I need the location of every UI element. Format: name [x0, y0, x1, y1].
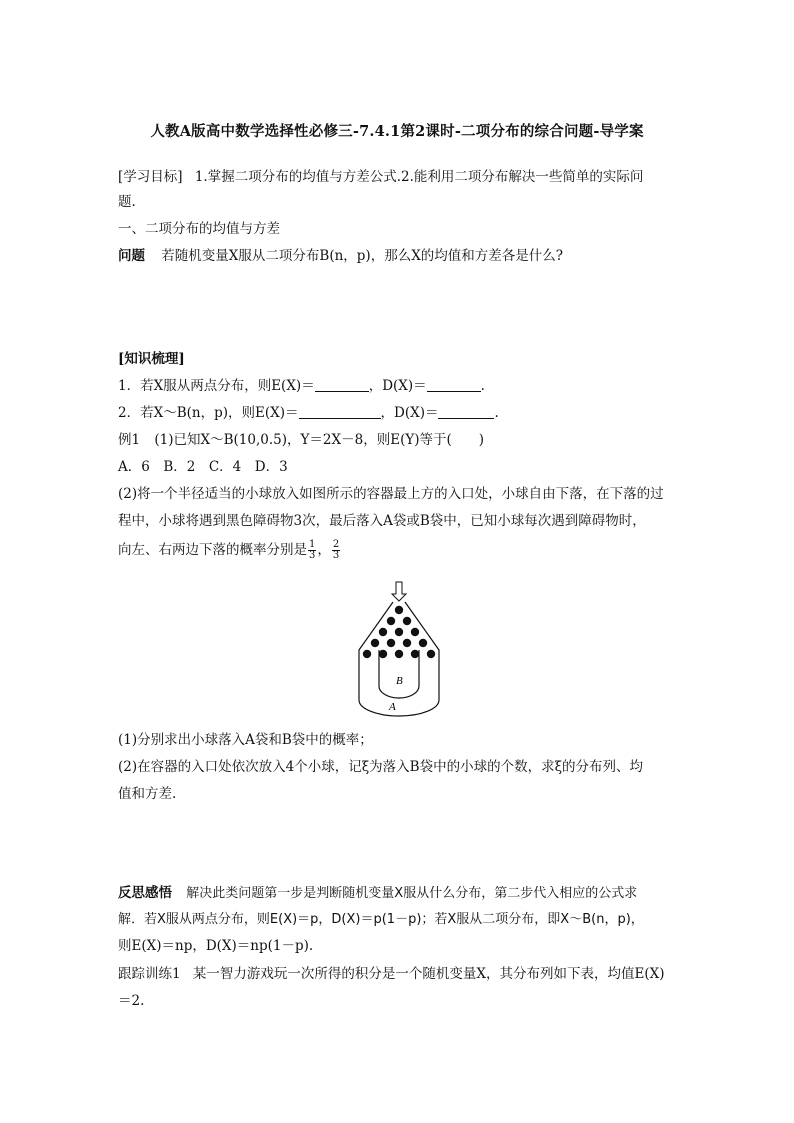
item2-pre: 2．若X～B(n，p)，则E(X)＝: [118, 405, 299, 421]
example1-options: A．6 B．2 C．4 D．3: [118, 459, 288, 475]
fraction-two-thirds: $\frac{2}{3}$: [332, 539, 340, 561]
example1-label: 例1: [118, 432, 141, 448]
answer-blank-4[interactable]: [438, 404, 494, 419]
item2-end: .: [494, 405, 499, 421]
question-text: 若随机变量X服从二项分布B(n，p)，那么X的均值和方差各是什么?: [161, 248, 564, 264]
example1-part1: [118, 431, 688, 449]
obstacle-dot: [411, 650, 419, 658]
learning-goals-label: [学习目标]: [118, 169, 183, 185]
obstacle-dot: [403, 617, 411, 625]
obstacle-dot: [395, 606, 403, 614]
training1-text-1: 某一智力游戏玩一次所得的积分是一个随机变量X，其分布列如下表，均值E(X): [192, 966, 665, 982]
answer-blank-2[interactable]: [427, 377, 481, 392]
example1-part2-line3: [118, 540, 688, 561]
obstacle-dot: [419, 639, 427, 647]
label-bag-b: B: [396, 675, 403, 687]
obstacle-dot: [371, 639, 379, 647]
container-diagram: [355, 580, 455, 720]
example1-part2-line1: (2)将一个半径适当的小球放入如图所示的容器最上方的入口处，小球自由下落，在下落的过: [118, 486, 664, 502]
part2-line3-text: 向左、右两边下落的概率分别是: [118, 542, 307, 558]
obstacle-dot: [387, 617, 395, 625]
example1-part2-line2: 程中，小球将遇到黑色障碍物3次，最后落入A袋或B袋中，已知小球每次遇到障碍物时，: [118, 513, 646, 529]
question-line: [118, 247, 688, 265]
label-bag-a: A: [389, 701, 396, 713]
reflection-text-1: 解决此类问题第一步是判断随机变量X服从什么分布，第二步代入相应的公式求: [186, 886, 638, 901]
example1-sub2-line2: 值和方差.: [118, 786, 177, 802]
training1-line1: [118, 965, 688, 983]
obstacle-dot: [427, 650, 435, 658]
answer-blank-3[interactable]: [299, 404, 381, 419]
training1-line2: ＝2.: [118, 993, 145, 1009]
obstacle-dot: [387, 639, 395, 647]
example1-sub1: (1)分别求出小球落入A袋和B袋中的概率；: [118, 732, 373, 748]
reflection-label: 反思感悟: [118, 885, 172, 901]
reflection-line3: 则E(X)＝np，D(X)＝np(1－p).: [118, 938, 314, 954]
fraction-separator: ，: [317, 542, 331, 558]
obstacle-dot: [395, 650, 403, 658]
black-obstacles: [363, 606, 435, 658]
learning-goals-text: 1.掌握二项分布的均值与方差公式.2.能利用二项分布解决一些简单的实际问: [194, 169, 644, 185]
reflection-line2: 解．若X服从两点分布，则E(X)＝p，D(X)＝p(1－p)；若X服从二项分布，即X～B(n，p)，: [118, 912, 644, 927]
training1-label: 跟踪训练1: [118, 966, 181, 982]
item1-end: .: [480, 378, 485, 394]
item2-mid: ，D(X)＝: [380, 405, 439, 421]
obstacle-dot: [411, 628, 419, 636]
knowledge-label: [知识梳理]: [118, 351, 185, 367]
section-heading-1: 一、二项分布的均值与方差: [118, 221, 280, 237]
entry-arrow-icon: [392, 582, 406, 601]
obstacle-dot: [363, 650, 371, 658]
example1-part1-text: (1)已知X～B(10,0.5)，Y＝2X－8，则E(Y)等于( ): [154, 432, 485, 448]
example1-sub2-line1: (2)在容器的入口处依次放入4个小球，记ξ为落入B袋中的小球的个数，求ξ的分布列、均: [118, 759, 644, 775]
obstacle-dot: [403, 639, 411, 647]
question-label: 问题: [118, 248, 145, 264]
container-outline: [359, 602, 439, 716]
knowledge-item-1: [118, 377, 688, 395]
reflection-line1: [118, 884, 688, 903]
obstacle-dot: [395, 628, 403, 636]
obstacle-dot: [379, 650, 387, 658]
item1-mid: ，D(X)＝: [368, 378, 427, 394]
learning-goals-line-2: 题.: [118, 194, 136, 210]
learning-goals-line-1: [118, 168, 688, 186]
answer-blank-1[interactable]: [315, 377, 369, 392]
knowledge-item-2: [118, 404, 688, 422]
page-title: 人教A版高中数学选择性必修三-7.4.1第2课时-二项分布的综合问题-导学案: [150, 123, 644, 140]
item1-pre: 1．若X服从两点分布，则E(X)＝: [118, 378, 315, 394]
obstacle-dot: [379, 628, 387, 636]
fraction-one-third: $\frac{1}{3}$: [309, 539, 316, 561]
